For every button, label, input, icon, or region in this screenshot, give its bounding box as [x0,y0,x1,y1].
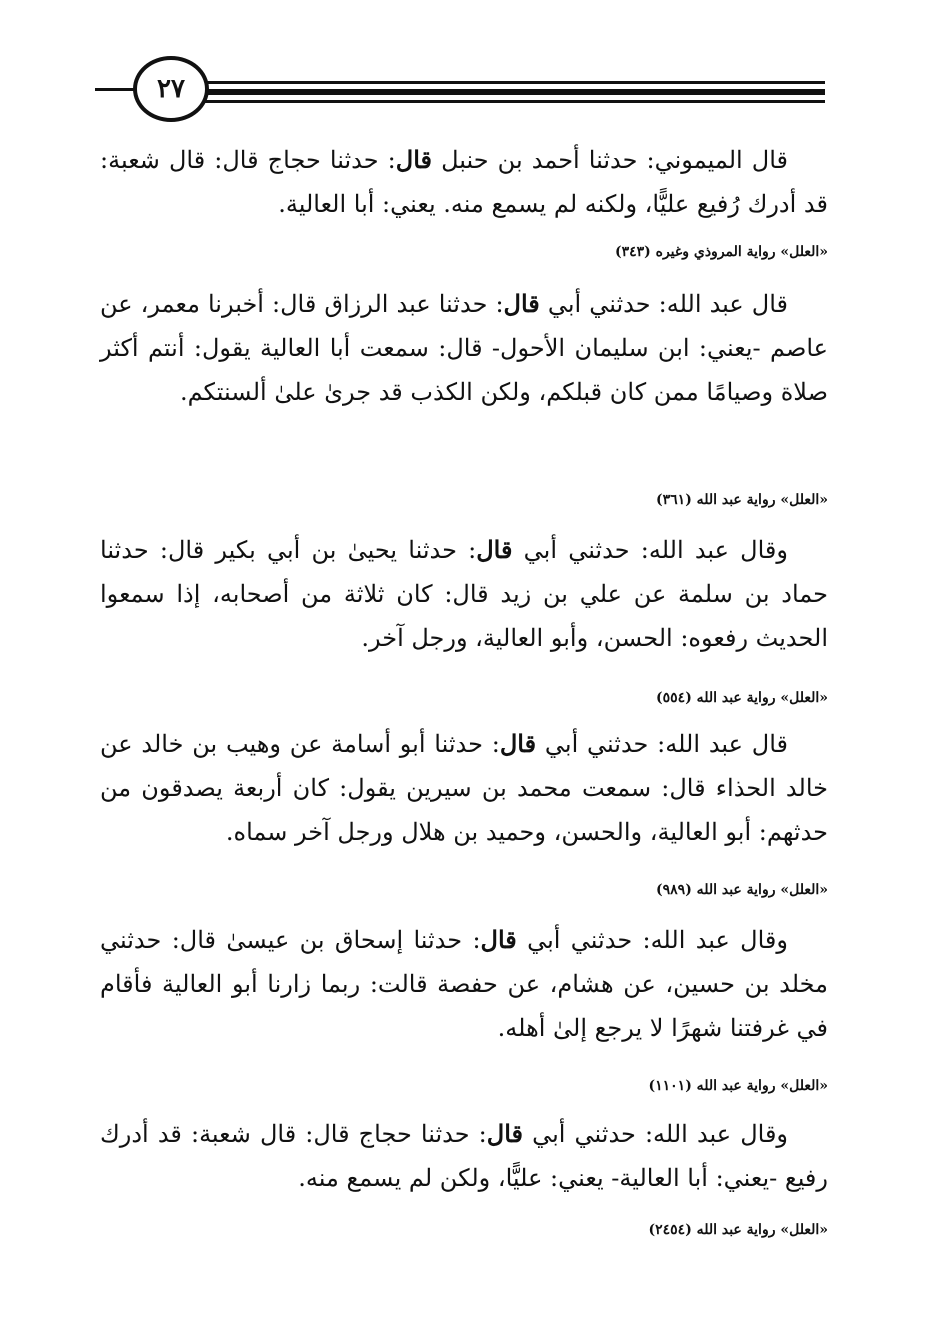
entry-text: قال الميموني: حدثنا أحمد بن حنبل قال: حدثنا حجاج قال: قال شعبة: قد أدرك رُفيع عليًّا، ولكنه لم يسمع منه. يعني: أبا العالية. [100,145,828,218]
entry-text: وقال عبد الله: حدثني أبي قال: حدثنا إسحاق بن عيسىٰ قال: حدثني مخلد بن حسين، عن هشام، عن حفصة قالت: ربما زارنا أبو العالية فأقام في غرفتنا شهرًا لا يرجع إلىٰ أهله. [100,925,828,1042]
entry-source: «العلل» رواية عبد الله (٢٤٥٤) [648,1222,828,1238]
entry-4 [100,722,828,854]
entry-source: «العلل» رواية عبد الله (٣٦١) [656,492,828,508]
entry-text: قال عبد الله: حدثني أبي قال: حدثنا أبو أسامة عن وهيب بن خالد عن خالد الحذاء قال: سمعت محمد بن سيرين يقول: كان أربعة يصدقون من حدثهم: أبو العالية، والحسن، وحميد بن هلال ورجل آخر سماه. [100,729,828,846]
header-rule-top [165,81,825,84]
entry-source: «العلل» رواية المروذي وغيره (٣٤٣) [614,244,828,260]
entry-6 [100,1112,828,1200]
entry-2 [100,282,828,414]
entry-3 [100,528,828,660]
entry-text: وقال عبد الله: حدثني أبي قال: حدثنا يحيىٰ بن أبي بكير قال: حدثنا حماد بن سلمة عن علي بن زيد قال: كان ثلاثة من أصحابه، إذا سمعوا الحديث رفعوه: الحسن، وأبو العالية، ورجل آخر. [100,535,828,652]
entry-5 [100,918,828,1050]
page-number: ٢٧ [133,56,209,122]
entry-1 [100,138,828,226]
header-rule-left-stub [95,88,135,91]
entry-source: «العلل» رواية عبد الله (١١٠١) [648,1078,828,1094]
entry-source: «العلل» رواية عبد الله (٩٨٩) [656,882,828,898]
entry-source: «العلل» رواية عبد الله (٥٥٤) [656,690,828,706]
page-header [95,52,825,132]
header-rule-middle [165,89,825,95]
entry-text: قال عبد الله: حدثني أبي قال: حدثنا عبد الرزاق قال: أخبرنا معمر، عن عاصم -يعني: ابن سليمان الأحول- قال: سمعت أبا العالية يقول: أنتم أكثر صلاة وصيامًا ممن كان قبلكم، ولكن الكذب قد جرىٰ علىٰ ألسنتكم. [100,289,828,406]
header-rule-bottom [165,100,825,103]
entry-text: وقال عبد الله: حدثني أبي قال: حدثنا حجاج قال: قال شعبة: قد أدرك رفيع -يعني: أبا العالية- يعني: عليًّا، ولكن لم يسمع منه. [100,1119,828,1192]
